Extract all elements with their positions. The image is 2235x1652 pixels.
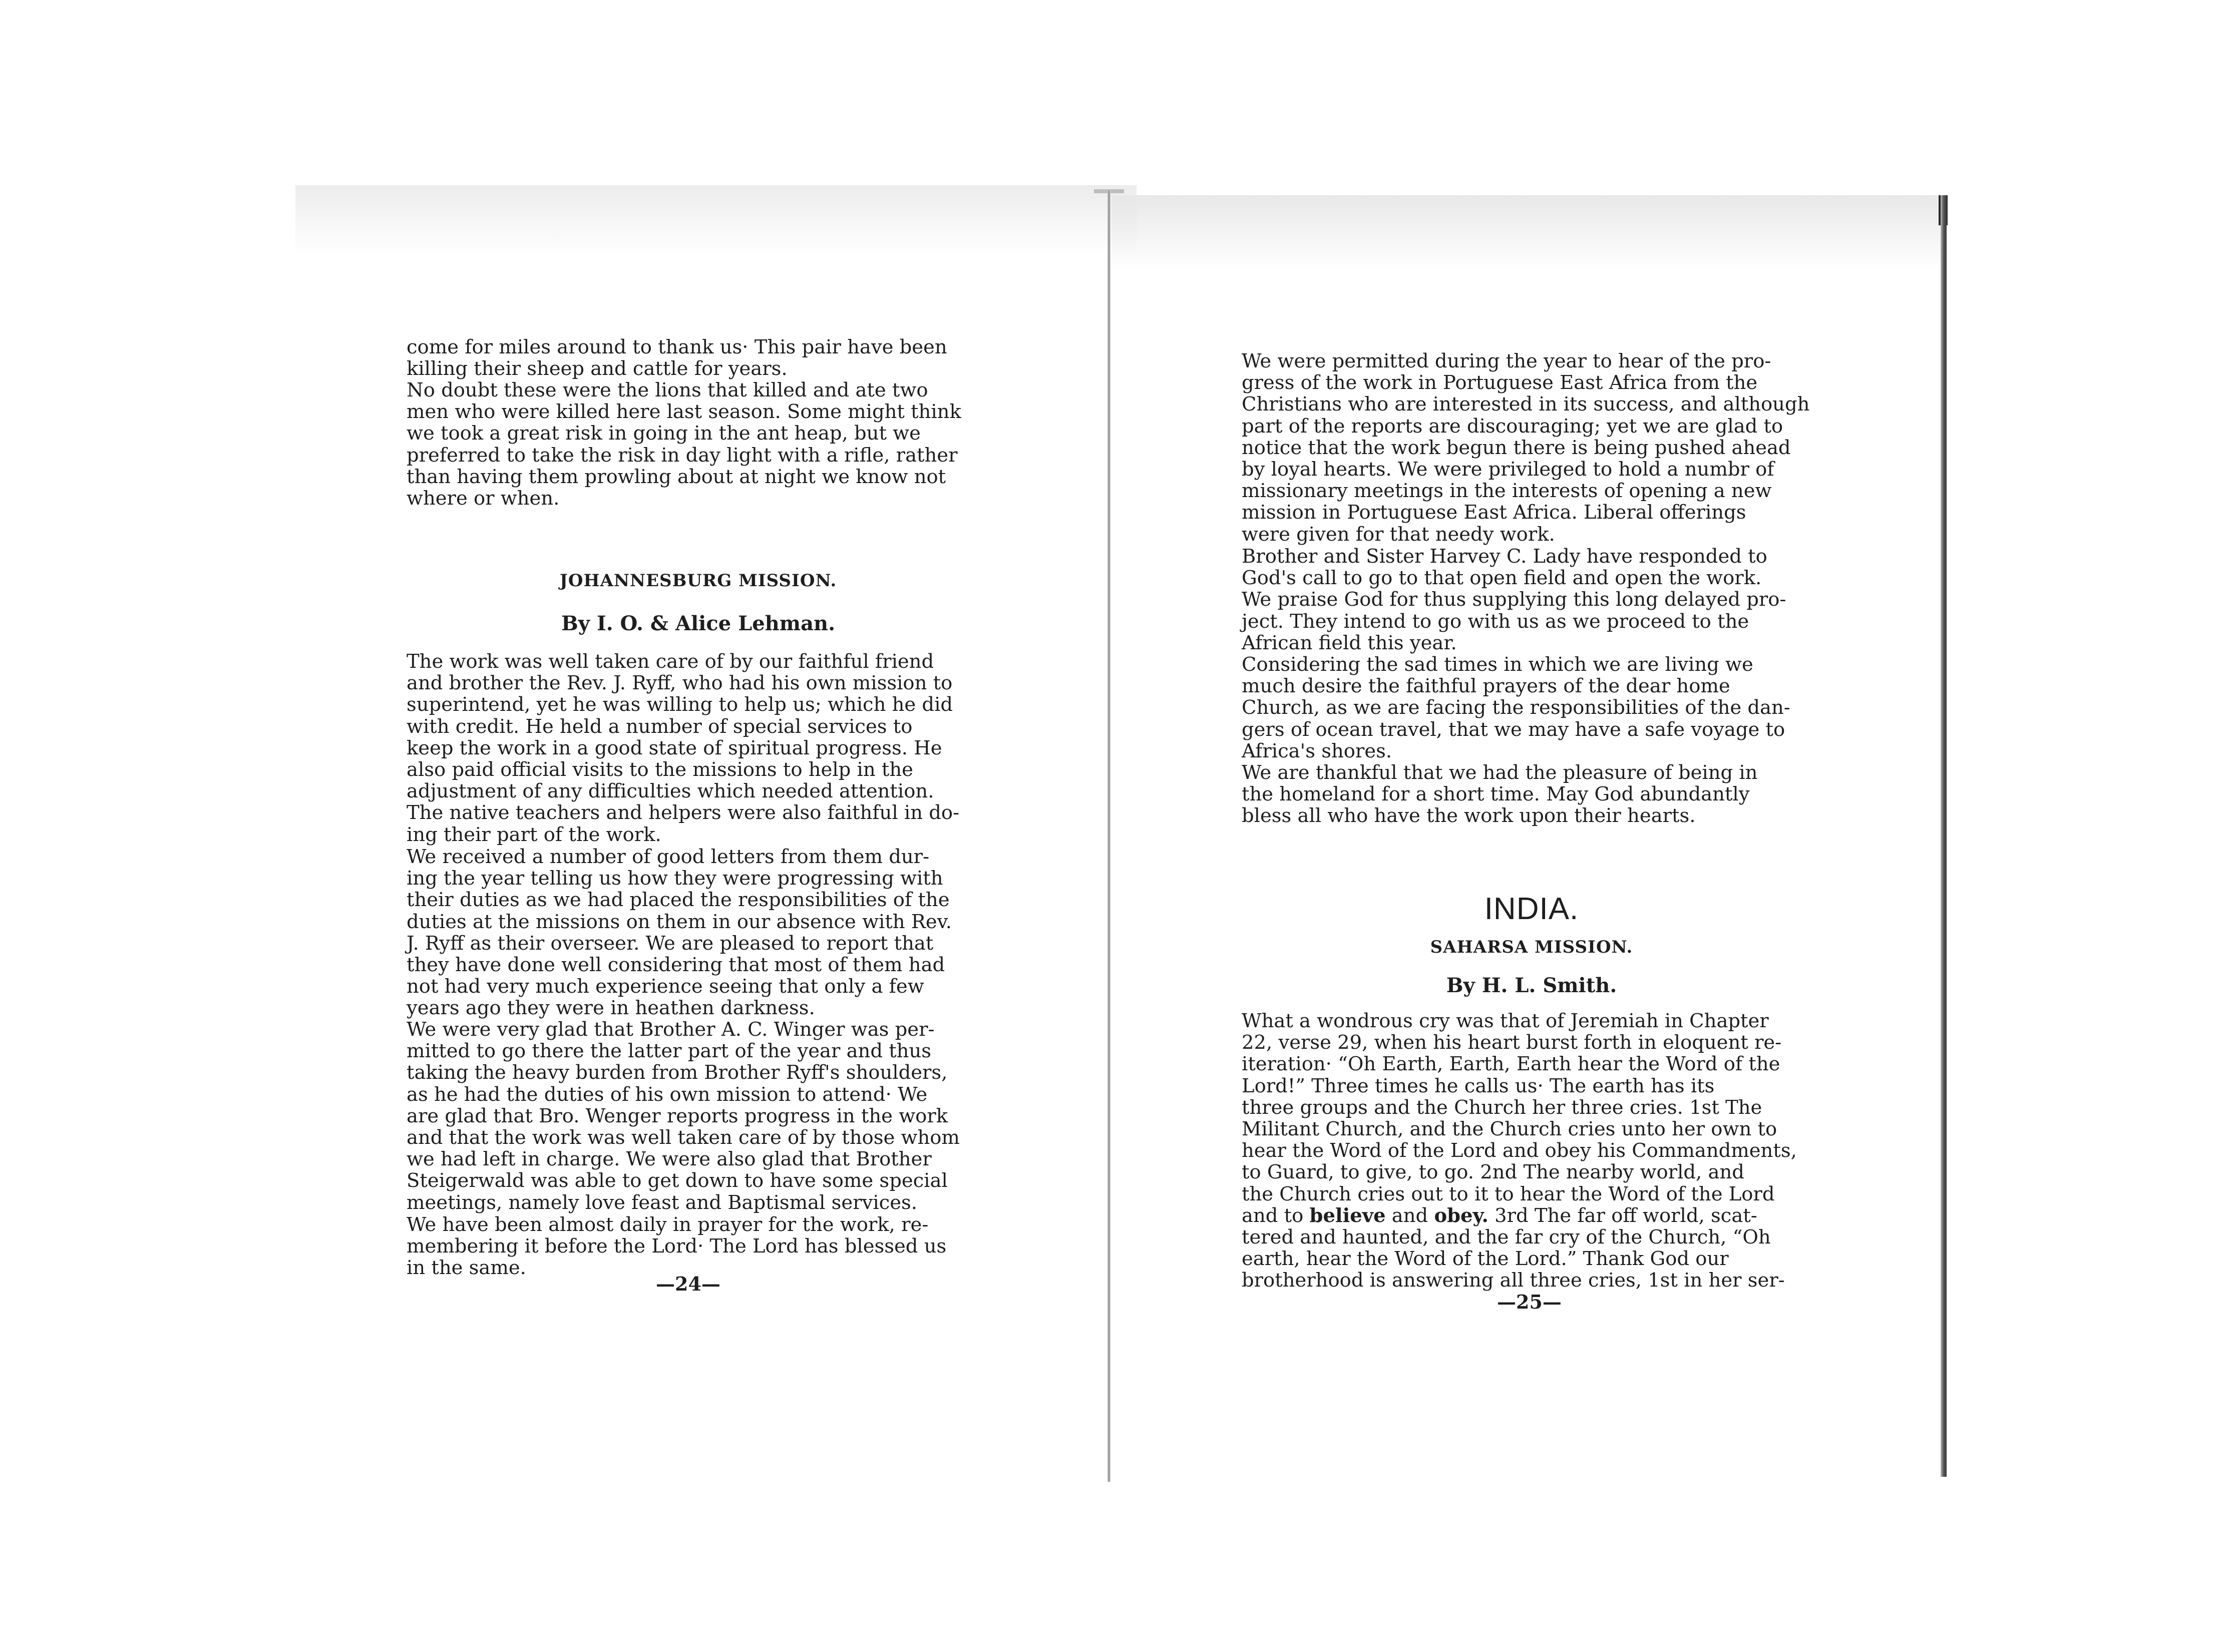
text-line: they have done well considering that most of them had: [407, 954, 945, 977]
paragraph-thankful: [1242, 762, 1821, 827]
text-line: No doubt these were the lions that killed and ate two: [407, 379, 928, 401]
text-line: are glad that Bro. Wenger reports progress in the work: [407, 1104, 948, 1127]
text-segment: 3rd The far off world, scat-: [1488, 1204, 1757, 1227]
text-line: We received a number of good letters from them dur-: [407, 846, 930, 868]
book-gutter: [1107, 190, 1110, 1482]
text-segment: and: [1385, 1204, 1434, 1227]
paragraph-jeremiah: [1242, 1010, 1821, 1292]
text-line: than having them prowling about at night we know not: [407, 465, 946, 488]
text-line: 22, verse 29, when his heart burst forth in eloquent re-: [1242, 1031, 1782, 1054]
byline-lehman: By I. O. & Alice Lehman.: [561, 612, 835, 635]
paragraph-lions: [407, 379, 990, 509]
emphasis-believe: believe: [1309, 1204, 1386, 1227]
text-line: were given for that needy work.: [1242, 523, 1555, 546]
text-line: the homeland for a short time. May God abundantly: [1242, 783, 1750, 806]
text-line: not had very much experience seeing that only a few: [407, 975, 924, 998]
text-line: ing the year telling us how they were progressing with: [407, 867, 943, 890]
text-line: mission in Portuguese East Africa. Liberal offerings: [1242, 501, 1746, 524]
text-line: mitted to go there the latter part of the year and thus: [407, 1040, 932, 1063]
text-line: earth, hear the Word of the Lord.” Thank God our: [1242, 1248, 1729, 1271]
page-number-left: —24—: [656, 1273, 720, 1295]
text-line: The work was well taken care of by our faithful friend: [407, 650, 934, 673]
page-edge-shadow: [1941, 195, 1947, 1477]
text-line: gers of ocean travel, that we may have a safe voyage to: [1242, 718, 1785, 741]
paragraph-letters: [407, 846, 990, 1019]
text-line: we took a great risk in going in the ant heap, but we: [407, 422, 921, 445]
text-line: Militant Church, and the Church cries unto her own to: [1242, 1118, 1777, 1141]
page-shadow-right: [1111, 195, 1943, 270]
paragraph-jeremiah-lines: [1242, 1010, 1821, 1205]
text-line: as he had the duties of his own mission to attend· We: [407, 1083, 928, 1106]
section-title-india: INDIA.: [1484, 892, 1579, 926]
text-line: with credit. He held a number of special services to: [407, 715, 913, 738]
text-line: Africa's shores.: [1242, 739, 1392, 762]
text-line: years ago they were in heathen darkness.: [407, 997, 815, 1020]
byline-smith: By H. L. Smith.: [1446, 974, 1617, 997]
paragraph-prayer: [407, 1214, 990, 1279]
text-line: also paid official visits to the missions to help in the: [407, 758, 913, 781]
paragraph-work: [407, 651, 990, 846]
text-line: and that the work was well taken care of by those whom: [407, 1126, 960, 1149]
text-line: duties at the missions on them in our absence with Rev.: [407, 910, 952, 933]
text-line: hear the Word of the Lord and obey his Commandments,: [1242, 1139, 1797, 1162]
text-line: We have been almost daily in prayer for the work, re-: [407, 1213, 929, 1236]
text-line: brotherhood is answering all three cries, 1st in her ser-: [1242, 1269, 1785, 1292]
emphasis-obey: obey.: [1434, 1204, 1488, 1227]
text-line: men who were killed here last season. Some might think: [407, 400, 961, 424]
text-line: We praise God for thus supplying this long delayed pro-: [1242, 588, 1786, 611]
paragraph-times: [1242, 654, 1821, 762]
text-line: to Guard, to give, to go. 2nd The nearby world, and: [1242, 1161, 1744, 1184]
text-line: Lord!” Three times he calls us· The earth has its: [1242, 1074, 1715, 1097]
paragraph-jeremiah-end-lines: [1242, 1226, 1821, 1292]
text-line: their duties as we had placed the responsibilities of the: [407, 889, 950, 912]
section-heading-saharsa: SAHARSA MISSION.: [1430, 937, 1633, 957]
text-line: part of the reports are discouraging; yet we are glad to: [1242, 415, 1783, 438]
text-line: where or when.: [407, 487, 560, 510]
paragraph-winger: [407, 1019, 990, 1213]
text-line: preferred to take the risk in day light with a rifle, rather: [407, 444, 958, 467]
text-line: Christians who are interested in its success, and although: [1242, 393, 1810, 416]
text-line: ing their part of the work.: [407, 823, 661, 846]
text-line: African field this year.: [1242, 631, 1457, 654]
text-line: bless all who have the work upon their hearts.: [1242, 804, 1696, 828]
text-line: membering it before the Lord· The Lord has blessed us: [407, 1235, 947, 1258]
text-line: God's call to go to that open field and open the work.: [1242, 567, 1762, 590]
paragraph-continued: [407, 336, 990, 379]
text-line: much desire the faithful prayers of the dear home: [1242, 675, 1730, 698]
text-line: taking the heavy burden from Brother Ryff's shoulders,: [407, 1061, 948, 1084]
text-line: keep the work in a good state of spiritual progress. He: [407, 736, 942, 759]
text-line: Steigerwald was able to get down to have some special: [407, 1169, 948, 1192]
page-shadow-left: [295, 185, 1137, 255]
text-line: missionary meetings in the interests of opening a new: [1242, 480, 1772, 503]
text-segment: and to: [1242, 1204, 1310, 1227]
text-line: iteration· “Oh Earth, Earth, Earth hear the Word of the: [1242, 1053, 1780, 1076]
text-line: We were very glad that Brother A. C. Winger was per-: [407, 1018, 935, 1041]
text-line: We are thankful that we had the pleasure of being in: [1242, 761, 1758, 784]
text-line: What a wondrous cry was that of Jeremiah in Chapter: [1242, 1010, 1769, 1032]
text-line: The native teachers and helpers were also faithful in do-: [407, 801, 960, 824]
paragraph-lady: [1242, 546, 1821, 654]
text-line: ject. They intend to go with us as we proceed to the: [1242, 610, 1749, 633]
text-line: Church, as we are facing the responsibilities of the dan-: [1242, 696, 1790, 719]
text-line: the Church cries out to it to hear the Word of the Lord: [1242, 1182, 1775, 1205]
text-line: we had left in charge. We were also glad that Brother: [407, 1148, 932, 1171]
text-line: J. Ryff as their overseer. We are pleased to report that: [407, 932, 934, 955]
paragraph-progress: [1242, 350, 1821, 545]
text-line: tered and haunted, and the far cry of the Church, “Oh: [1242, 1226, 1771, 1249]
text-line: notice that the work begun there is being pushed ahead: [1242, 436, 1791, 459]
page-number-right: —25—: [1497, 1291, 1562, 1313]
text-line: killing their sheep and cattle for years.: [407, 357, 788, 380]
text-line: adjustment of any difficulties which needed attention.: [407, 780, 934, 803]
text-line: Brother and Sister Harvey C. Lady have responded to: [1242, 545, 1767, 568]
text-line: by loyal hearts. We were privileged to hold a numbr of: [1242, 458, 1774, 481]
text-line: We were permitted during the year to hear of the pro-: [1242, 350, 1771, 372]
section-heading-johannesburg: JOHANNESBURG MISSION.: [559, 571, 837, 591]
text-line: Considering the sad times in which we are living we: [1242, 653, 1753, 676]
paragraph-jeremiah-line-10: [1242, 1205, 1821, 1226]
text-line: three groups and the Church her three cries. 1st The: [1242, 1096, 1762, 1119]
text-line: meetings, namely love feast and Baptismal services.: [407, 1191, 918, 1214]
text-line: in the same.: [407, 1257, 526, 1280]
text-line: come for miles around to thank us· This pair have been: [407, 336, 947, 358]
text-line: gress of the work in Portuguese East Africa from the: [1242, 371, 1758, 394]
text-line: superintend, yet he was willing to help us; which he did: [407, 693, 953, 716]
text-line: and brother the Rev. J. Ryff, who had his own mission to: [407, 672, 953, 695]
